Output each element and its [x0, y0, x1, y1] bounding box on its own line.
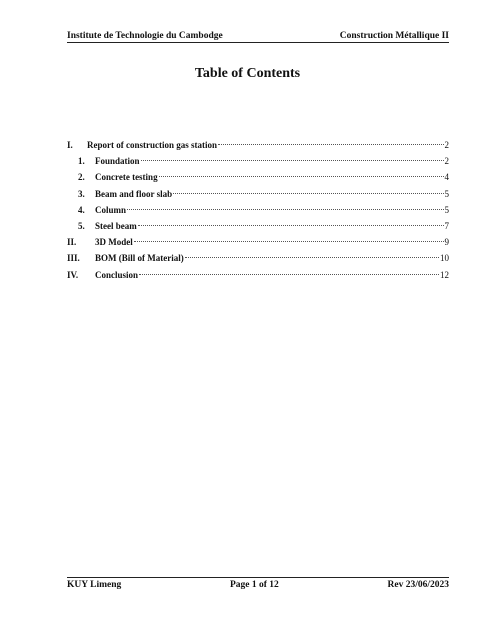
- toc-leader-dots: [159, 176, 444, 177]
- toc-entry-page: 2: [444, 140, 449, 150]
- toc-entry-beam-floor-slab[interactable]: [67, 186, 449, 202]
- toc-entry-label: Foundation: [95, 156, 140, 167]
- toc-leader-dots: [173, 193, 443, 194]
- toc-leader-dots: [127, 209, 443, 210]
- toc-entry-steel-beam[interactable]: [67, 218, 449, 234]
- toc-entry-label: Beam and floor slab: [95, 188, 173, 199]
- toc-leader-dots: [139, 274, 439, 275]
- page-footer: [67, 577, 449, 590]
- toc-entry-page: 5: [444, 204, 449, 215]
- footer-page-number: Page 1 of 12: [229, 580, 279, 590]
- toc-entry-foundation[interactable]: [67, 153, 449, 169]
- toc-entry-label: Column: [95, 204, 127, 215]
- page-header: [67, 29, 449, 43]
- header-course: Construction Métallique II: [339, 31, 449, 41]
- toc-entry-label: 3D Model: [95, 237, 133, 248]
- toc-entry-number: IV.: [67, 269, 79, 280]
- toc-leader-dots: [141, 160, 444, 161]
- toc-entry-page: 12: [440, 269, 449, 280]
- table-of-contents: [67, 137, 449, 283]
- toc-entry-page: 10: [440, 253, 449, 264]
- toc-leader-dots: [218, 144, 444, 145]
- toc-entry-number: 2.: [78, 172, 85, 183]
- toc-entry-number: II.: [67, 237, 77, 248]
- toc-entry-page: 9: [444, 237, 449, 248]
- toc-entry-label: BOM (Bill of Material): [95, 253, 184, 264]
- toc-entry-page: 4: [444, 172, 449, 183]
- toc-entry-bom[interactable]: [67, 250, 449, 266]
- header-institution: Institute de Technologie du Cambodge: [67, 31, 223, 41]
- toc-entry-3d-model[interactable]: [67, 234, 449, 250]
- toc-leader-dots: [134, 241, 444, 242]
- toc-leader-dots: [138, 225, 444, 226]
- toc-entry-conclusion[interactable]: [67, 267, 449, 283]
- toc-entry-number: 1.: [78, 156, 85, 167]
- toc-entry-page: 2: [444, 156, 449, 167]
- toc-entry-column[interactable]: [67, 202, 449, 218]
- toc-entry-label: Steel beam: [95, 220, 137, 231]
- toc-entry-label: Concrete testing: [95, 172, 158, 183]
- toc-entry-concrete-testing[interactable]: [67, 169, 449, 185]
- footer-revision: Rev 23/06/2023: [387, 580, 449, 590]
- toc-entry-page: 7: [444, 220, 449, 231]
- toc-entry-number: 5.: [78, 220, 85, 231]
- toc-entry-report[interactable]: [67, 137, 449, 153]
- page-title: Table of Contents: [194, 66, 301, 81]
- toc-entry-number: 3.: [78, 188, 85, 199]
- toc-leader-dots: [185, 257, 439, 258]
- footer-author: KUY Limeng: [67, 580, 122, 590]
- toc-entry-label: Conclusion: [95, 269, 139, 280]
- toc-entry-number: I.: [67, 140, 73, 150]
- toc-entry-label: Report of construction gas station: [87, 140, 217, 150]
- toc-entry-number: III.: [67, 253, 80, 264]
- toc-entry-number: 4.: [78, 204, 85, 215]
- toc-entry-page: 5: [444, 188, 449, 199]
